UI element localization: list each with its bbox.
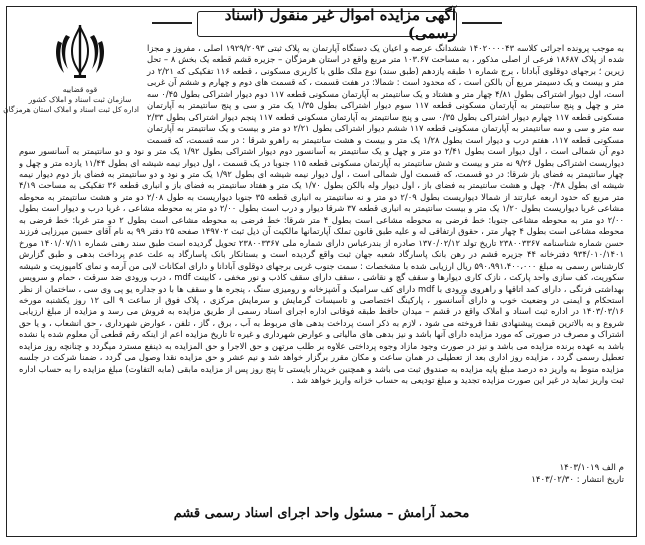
ad-number: ۱۴۰۳/۱۰۱۹ — [559, 463, 600, 473]
notice-footer — [19, 462, 624, 532]
publish-date: ۱۴۰۳/۰۲/۳۰ — [531, 475, 574, 485]
auction-notice — [3, 6, 637, 537]
publish-date-label: تاریخ انتشار : — [576, 475, 624, 485]
signature: محمد آرامش – مسئول واحد اجرای اسناد رسمی قشم — [173, 506, 470, 521]
emblem-org-line-1: قوه قضاییه — [62, 85, 98, 94]
ad-number-label: م الف — [602, 463, 624, 473]
title-ornament-right — [462, 22, 502, 24]
ad-number-line — [19, 462, 624, 474]
publish-date-line — [19, 474, 624, 486]
notice-body — [3, 43, 624, 461]
notice-title-text: آگهی مزایده اموال غیر منقول (اسناد رسمی) — [224, 6, 456, 42]
notice-body-paragraph: به موجب پرونده اجرائی کلاسه ۱۴۰۲۰۰۰۰۴۳ ششدانگ عرصه و اعیان یک دستگاه آپارتمان به پلاک ثبتی ۱۹۲۹/۲۰۹۳ اصلی ، مفروز و مجزا شده از پلاک ۱۸۶۸۷ فرعی از اصلی مذکور ، به مساحت ۱۰۳.۶۷ متر مربع واقع در استان هرمزگان – جزیره قشم قطعه یک بخش ۸ – تحل زیرین ؛ برجهای دوقلوی آبادانا ، برج شماره ۱ طبقه یازدهم (طبق سند) نوع ملک طلق با کاربری مسکونی ، قطعه ۱۱۶ تفکیکی که ۲/۲۱ در متر و بیست و یک دسیمتر مربع آن بالکن است ، که محدود است : شمالا: در هفت قسمت ، که قسمت های دوم و چهارم و ششم آن غربی است، اول دیوار اشتراکی بطول ۴/۸۱ چهار متر و هشتاد و یک سانتیمتر به آپارتمان مسکونی قطعه ۱۱۷ دوم دیوار اشتراکی بطول ۰/۴۵ سه متر و چهل و پنج سانتیمتر به آپارتمان مسکونی قطعه ۱۱۷ سوم دیوار اشتراکی بطول ۱/۳۵ یک متر و سی و پنج سانتیمتر به آپارتمان مسکونی قطعه ۱۱۷ چهارم دیوار اشتراکی بطول ۰/۳۵ سی و پنج سانتیمتر به آپارتمان مسکونی قطعه ۱۱۷ پنجم دیوار اشتراکی بطول ۲/۳۳ سه متر و سی و سه سانتیمتر به آپارتمان مسکونی قطعه ۱۱۷ ششم دیوار اشتراکی بطول ۲/۲۱ دو متر و بیست و یک سانتیمتر به آپارتمان مسکونی قطعه ۱۱۷، هفتم درب و دیوار است بطول ۱/۲۸ یک متر و بیست و هشت سانتیمتر به راهرو شرقا : در سه قسمت، که قسمت دوم آن شمالی است ، اول دیوار است بطول ۲/۴۱ دو متر و چهل و یک سانتیمتر به آسانسور دوم دیوار اشتراکی بطول ۱/۹۲ یک متر و نود و دو سانتیمتر به آسانسور سوم دیواریست اشتراکی بطول ۹/۲۶ نه متر و بیست و شش سانتیمتر به آپارتمان مسکونی قطعه ۱۱۵ جنوبا در یک قسمت ، اول دیوار نیمه شیشه ای بطول ۱۱/۴۴ یازده متر و چهل و چهار سانتیمتر به فضای باز شرقا: در دو قسمت، که قسمت اول شمالی است ، اول دیوار نیمه شیشه ای بطول ۱/۹۲ یک متر و نود و دو سانتیمتر به فضای باز دوم دیوار نیمه شیشه ای بطول ۰/۴۸ چهل و هشت سانتیمتر به فضای باز ، اول دیوار وله بالکن بطول ۱/۷۰ یک متر و هفتاد سانتیمتر به فضای باز و انباری قطعه ۳۶ تفکیکی به مساحت ۴/۱۹ متر مربع که حدود اربعه عبارتند از شمالا دیواریست بطول ۲/۰۹ دو متر و نه سانتیمتر به انباری قطعه ۳۵ جنوبا دیواریست به طول ۲/۰۸ دو متر و هشت سانتیمتر به محوطه مشاعی غربا دیواریست بطول ۱/۲۰ یک متر و بیست سانتیمتر به انباری قطعه ۳۷ شرقا دیوار و درب است بطول ۲/۰۰ دو متر به محوطه مشاعی ، غربا درب و دیوار است بطول ۲/۰۰ دو متر به محوطه مشاعی جنوبا: خط فرضی به محوطه مشاعی است بطول ۴ متر شرقا: خط فرضی به محوطه مشاعی است بطول ۲ دو متر غربا: خط فرضی به محوطه مشاعی است بطول ۴ چهار متر ، حقوق ارتفاقی له و علیه طبق قانون تملک آپارتمانها مالکیت آن ذیل ثبت ۱۴۹۷۰۲ صفحه ۲۵ دفتر ۹۹ به نام آقای حسین میرزایی فرزند حسن شماره شناسنامه ۲۳۸۰۰۳۳۶۷ تاریخ تولد ۱۳۷۰/۰۲/۱۲ صادره از بندرعباس دارای شماره ملی ۲۳۸۰۰۳۳۶۷ تحویل گردیده است طبق سند رهنی شماره ۱۴۰۱/۰۷/۱۱ مورخ ۹۳۴/۰۱۰/۱۴۰۱ دفترخانه ۴۴ جزیره قشم در رهن بانک پاسارگاد شعبه جهان ثبت واقع گردیده است و بستانکار بانک پاسارگاد به علت عدم پرداخت بدهی و طبق گزارش کارشناس رسمی به مبلغ ۵۹۰،۹۹۱،۴۰۰،۰۰۰ ریال ارزیابی شده با مشخصات : سمت جنوب غربی برجهای دوقلوی آبادانا و دارای امکانات لابی من آرمه و نمای کامپوزیت و شیشه سکوریت، کف سازی واحد پارکت ، نازک کاری دیوارها و سقف گچ و نقاشی ، سقف دارای سقف کاذب و نور مخفی ، کابینت mdf ، درب ورودی ضد سرقت ، حمام و سرویس بهداشتی فرنگی ، دارای کمد اتاقها و راهروی ورودی با mdf دارای کف سرامیک و آشپزخانه و رومیزی سنگ ، پنجره ها و سقف ها با دو جداره یو پی وی سی ، ساختمان از نظر استحکام و ایمنی در وضعیت خوب و دارای آسانسور ، پارکینگ اختصاصی و تاسیسات گرمایش و سرمایش مرکزی ، پلاک فوق از ساعت ۹ الی ۱۲ روز یکشنبه مورخه ۱۴۰۳/۰۳/۱۶ در اداره ثبت اسناد و املاک واقع در قشم – میدان حافظ طبقه فوقانی اداره اجرای اسناد رسمی از طریق مزایده به فروش می رسد و مزایده از مبلغ ارزیابی شروع و به بالاترین قیمت پیشنهادی نقدا فروخته می شود ، لازم به ذکر است پرداخت بدهی های مربوط به آب ، برق ، گاز ، تلفن ، عوارض شهرداری ، حق انشعاب ، و یا حق اشتراک و مصرف در صورتی که مورد مزایده دارای آنها باشد و نیز بدهی های مالیاتی و عوارض شهرداری و غیره تا تاریخ مزایده اعم از اینکه رقم قطعی آن معلوم شده یا نشده باشد به عهده برنده مزایده می باشد و نیز در صورت وجود مازاد وجوه پرداختی علاوه بر طلب مرتهن و حق الاجرا و حق المزایده به ذینفع مسترد میگردد و چنانچه روز مزایده تعطیل رسمی گردد ، مزایده روز اداری بعد از تعطیلی در همان ساعت و مکان مقرر برگزار خواهد شد و نیم عشر و حق مزایده نقدا وصول می گردد ، ضمنا شرکت در جلسه مزایده منوط به واریز ده درصد مبلغ پایه مزایده به صندوق ثبت می باشد و همچنین خریدار بایستی تا پنج روز پس از مزایده مابقی (مابه التفاوت) مبلغ مزایده را به حساب اداره ثبت واریز نماید در غیر این صورت مزایده تجدید و مبلغ تودیعی به حساب خزانه واریز خواهد شد . — [19, 43, 624, 386]
notice-title — [197, 6, 457, 42]
emblem-org-line-3: اداره کل ثبت اسناد و املاک استان هرمزگان — [3, 105, 139, 114]
title-ornament-left — [152, 22, 192, 24]
emblem-org-line-2: سازمان ثبت اسناد و املاک کشور — [28, 95, 132, 104]
